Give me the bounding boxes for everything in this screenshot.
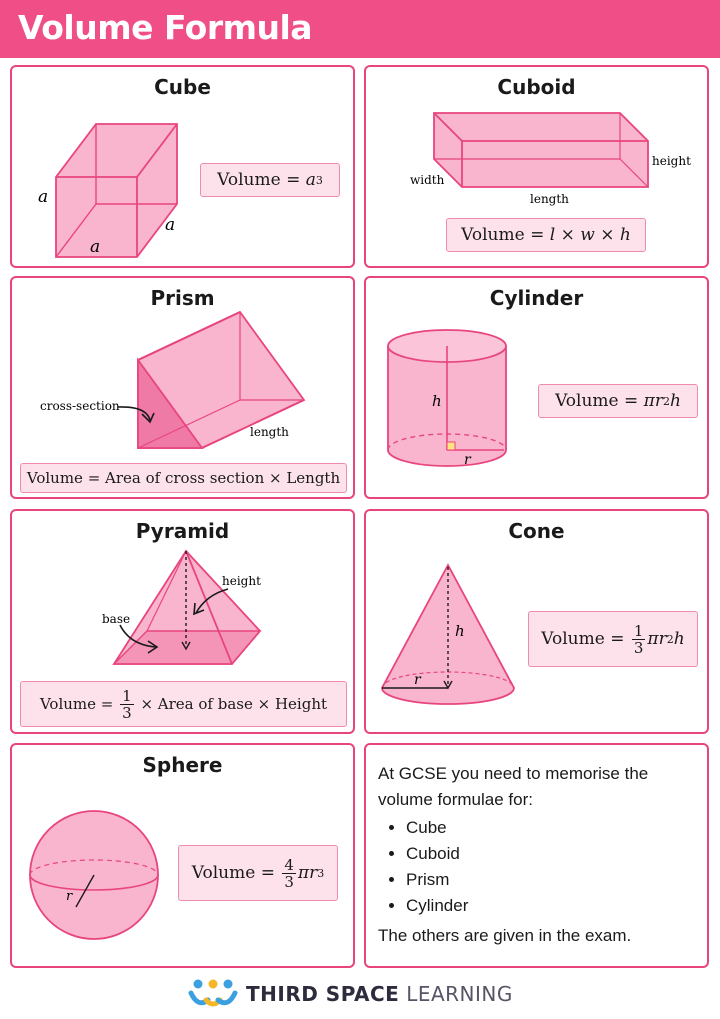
note-text bbox=[378, 761, 698, 949]
cone-label-r: r bbox=[414, 672, 421, 688]
brand-name bbox=[246, 982, 513, 1006]
pyramid-label-base: base bbox=[102, 612, 131, 626]
pyramid-formula: Volume = $\frac{1}{3}$ × Area of base × Height bbox=[20, 681, 347, 727]
card-pyramid bbox=[10, 509, 355, 734]
list-item: • Cylinder bbox=[406, 893, 698, 919]
note-intro: At GCSE you need to memorise the volume formulae for: bbox=[378, 764, 649, 809]
card-prism bbox=[10, 276, 355, 499]
card-title-cuboid: Cuboid bbox=[497, 75, 576, 99]
list-item: • Cuboid bbox=[406, 841, 698, 867]
card-cuboid bbox=[364, 65, 709, 268]
cube-label-right: a bbox=[165, 215, 176, 235]
cone-diagram bbox=[378, 561, 528, 711]
card-cube bbox=[10, 65, 355, 268]
sphere-formula: Volume = $\frac{4}{3}$ π r 3 bbox=[178, 845, 338, 901]
cuboid-diagram bbox=[372, 107, 702, 217]
brand-bold: THIRD SPACE bbox=[246, 982, 400, 1006]
card-note bbox=[364, 743, 709, 968]
cuboid-label-width: width bbox=[410, 173, 445, 187]
cone-label-h: h bbox=[455, 622, 465, 640]
prism-diagram bbox=[18, 310, 348, 455]
list-item: • Cube bbox=[406, 815, 698, 841]
card-title-sphere: Sphere bbox=[142, 753, 223, 777]
cuboid-label-height: height bbox=[652, 154, 691, 168]
cylinder-formula: Volume = π r 2 h bbox=[538, 384, 698, 418]
card-title-cylinder: Cylinder bbox=[489, 286, 584, 310]
cube-label-left: a bbox=[38, 187, 49, 207]
card-title-cube: Cube bbox=[154, 75, 211, 99]
card-title-prism: Prism bbox=[150, 286, 215, 310]
pyramid-diagram bbox=[52, 547, 352, 672]
prism-label-length: length bbox=[250, 425, 289, 439]
header-bar bbox=[0, 0, 720, 58]
card-cylinder bbox=[364, 276, 709, 499]
cylinder-diagram bbox=[382, 328, 522, 478]
prism-label-cross-section: cross-section bbox=[40, 399, 120, 413]
note-outro: The others are given in the exam. bbox=[378, 926, 632, 945]
brand-light: LEARNING bbox=[406, 982, 513, 1006]
cube-diagram bbox=[22, 112, 182, 262]
cube-formula: Volume = a 3 bbox=[200, 163, 340, 197]
prism-formula: Volume = Area of cross section × Length bbox=[20, 463, 347, 493]
list-item: • Prism bbox=[406, 867, 698, 893]
cylinder-label-h: h bbox=[432, 392, 442, 410]
sphere-diagram bbox=[26, 803, 166, 953]
cuboid-label-length: length bbox=[530, 192, 569, 206]
card-sphere bbox=[10, 743, 355, 968]
sphere-label-r: r bbox=[66, 889, 73, 904]
card-cone bbox=[364, 509, 709, 734]
cube-label-bottom: a bbox=[90, 237, 101, 257]
pyramid-label-height: height bbox=[222, 574, 261, 588]
card-title-pyramid: Pyramid bbox=[135, 519, 230, 543]
cuboid-formula: Volume = l × w × h bbox=[446, 218, 646, 252]
card-title-cone: Cone bbox=[508, 519, 565, 543]
third-space-learning-logo-icon bbox=[188, 978, 238, 1012]
cylinder-label-r: r bbox=[464, 452, 471, 468]
note-list bbox=[378, 815, 698, 919]
page-title: Volume Formula bbox=[18, 8, 313, 47]
footer bbox=[0, 968, 720, 1019]
cone-formula: Volume = $\frac{1}{3}$ π r 2 h bbox=[528, 611, 698, 667]
